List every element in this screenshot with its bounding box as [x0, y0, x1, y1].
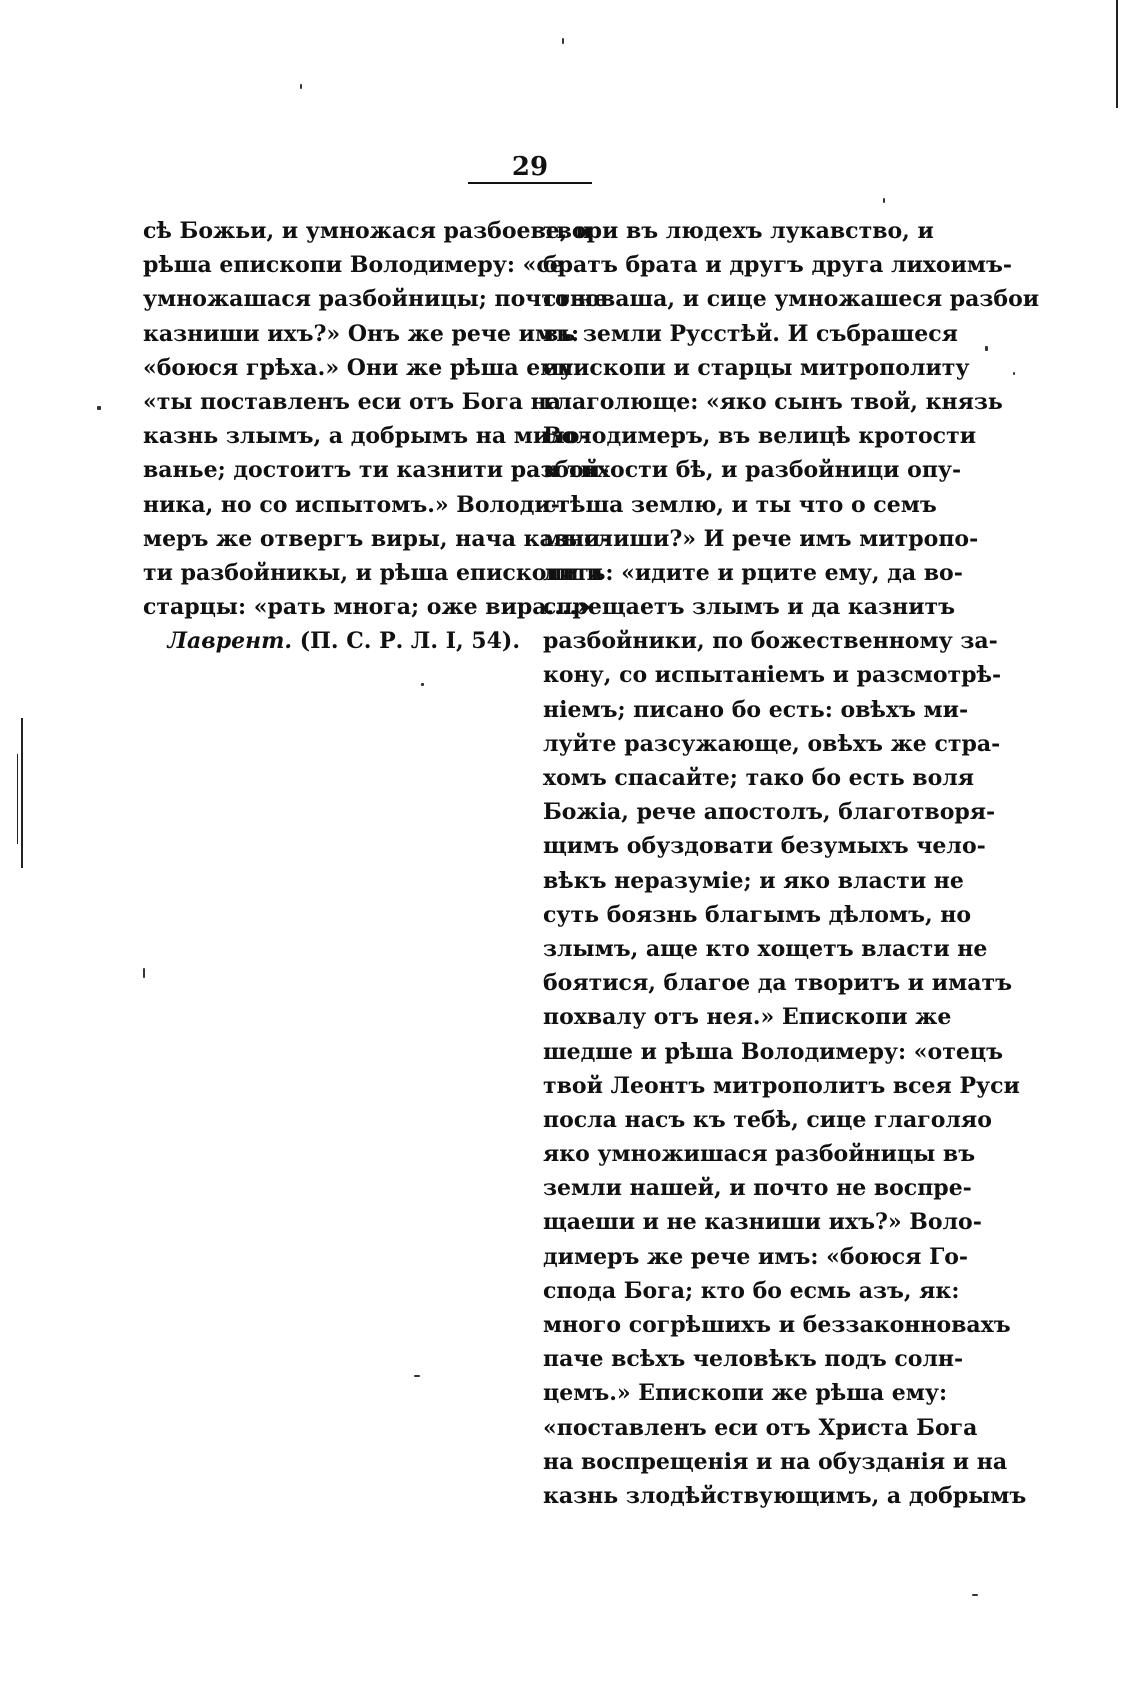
right-line: суть боязнь благымъ дѣломъ, но — [543, 901, 972, 928]
right-line: паче всѣхъ человѣкъ подъ солн- — [543, 1346, 964, 1373]
right-column — [543, 214, 1040, 1513]
right-line: «поставленъ еси отъ Христа Бога — [543, 1414, 978, 1441]
right-line: Володимеръ, въ велицѣ кротости — [543, 423, 977, 450]
scan-speck — [300, 84, 302, 89]
right-line: литъ: «идите и рците ему, да во- — [543, 559, 963, 586]
right-line: ствоваша, и сице умножашеся разбои — [543, 286, 1040, 313]
left-line: сѣ Божьи, и умножася разбоеве, и — [143, 218, 592, 244]
right-line: на воспрещенія и на обузданія и на — [543, 1448, 1008, 1475]
scan-speck — [562, 38, 564, 44]
right-line: стѣша землю, и ты что о семъ — [543, 491, 937, 518]
right-line: твой Леонтъ митрополитъ всея Руси — [543, 1072, 1020, 1099]
right-line: яко умножишася разбойницы въ — [543, 1141, 976, 1168]
right-line: много согрѣшихъ и беззаконновахъ — [543, 1312, 1011, 1338]
scan-edge-rule — [1116, 0, 1118, 108]
right-line: казнь злодѣйствующимъ, а добрымъ — [543, 1482, 1027, 1509]
right-line: хомъ спасайте; тако бо есть воля — [543, 765, 975, 791]
left-line: умножашася разбойницы; почто не — [143, 286, 608, 313]
scan-speck — [143, 968, 145, 978]
scan-edge-rule — [21, 718, 23, 868]
right-line: боятися, благое да творитъ и иматъ — [543, 970, 1012, 997]
right-line: вѣкъ неразуміе; и яко власти не — [543, 867, 964, 894]
citation-source: Лаврент. — [167, 628, 293, 655]
left-line: казниши ихъ?» Онъ же рече имъ: — [143, 320, 580, 347]
right-line: твори въ людехъ лукавство, и — [543, 218, 934, 244]
right-line: епископи и старцы митрополиту — [543, 354, 970, 381]
right-line: посла насъ къ тебѣ, сице глаголяо — [543, 1106, 992, 1133]
scan-speck — [972, 1594, 978, 1596]
scan-speck — [985, 346, 988, 351]
right-line: димеръ же рече имъ: «боюся Го- — [543, 1243, 969, 1270]
right-line: спрещаетъ злымъ и да казнитъ — [543, 594, 956, 621]
right-line: земли нашей, и почто не воспре- — [543, 1175, 972, 1202]
right-line: щаеши и не казниши ихъ?» Воло- — [543, 1209, 982, 1236]
right-line: цемъ.» Епископи же рѣша ему: — [543, 1380, 948, 1407]
left-line: ти разбойникы, и рѣша епископи и — [143, 559, 603, 586]
left-line: меръ же отвергъ виры, нача казни- — [143, 525, 610, 552]
scan-speck — [421, 683, 424, 686]
left-line: старцы: «рать многа; оже вира....» — [143, 594, 591, 621]
right-line: щимъ обуздовати безумыхъ чело- — [543, 833, 986, 860]
right-line: и тихости бѣ, и разбойници опу- — [543, 457, 962, 484]
left-line: «ты поставленъ еси отъ Бога на — [143, 388, 562, 415]
scan-speck — [97, 406, 101, 410]
right-line: въ земли Русстѣй. И събрашеся — [543, 320, 958, 347]
right-line: глаголюще: «яко сынъ твой, князь — [543, 388, 1003, 415]
citation-ref: (П. С. Р. Л. I, 54). — [299, 628, 520, 655]
page-number: 29 — [511, 152, 549, 182]
right-line: кону, со испытаніемъ и разсмотрѣ- — [543, 662, 1002, 689]
header-rule — [468, 182, 592, 184]
right-line: шедше и рѣша Володимеру: «отецъ — [543, 1038, 1003, 1065]
right-line: похвалу отъ нея.» Епископи же — [543, 1004, 952, 1031]
scan-edge-rule — [17, 754, 18, 844]
left-column — [143, 214, 610, 658]
scan-speck — [1013, 372, 1015, 375]
left-line: рѣша епископи Володимеру: «се — [143, 252, 564, 279]
right-line: разбойники, по божественному за- — [543, 628, 998, 655]
right-line: Божіа, рече апостолъ, благотворя- — [543, 799, 996, 826]
left-line: ванье; достоитъ ти казнити разбой- — [143, 457, 610, 484]
scan-speck — [883, 198, 885, 203]
right-line: спода Бога; кто бо есмь азъ, як: — [543, 1277, 960, 1304]
left-line: «боюся грѣха.» Они же рѣша ему: — [143, 354, 582, 381]
right-line: братъ брата и другъ друга лихоимъ- — [543, 252, 1013, 279]
right-line: ніемъ; писано бо есть: овѣхъ ми- — [543, 696, 969, 723]
left-line: ника, но со испытомъ.» Володи- — [143, 491, 560, 518]
citation — [143, 624, 528, 658]
right-line: луйте разсужающе, овѣхъ же стра- — [543, 730, 1001, 757]
right-line: мыслиши?» И рече имъ митропо- — [543, 525, 979, 552]
left-line: казнь злымъ, а добрымъ на мило- — [143, 423, 589, 450]
right-line: злымъ, аще кто хощетъ власти не — [543, 935, 988, 962]
scan-speck — [414, 1375, 420, 1377]
